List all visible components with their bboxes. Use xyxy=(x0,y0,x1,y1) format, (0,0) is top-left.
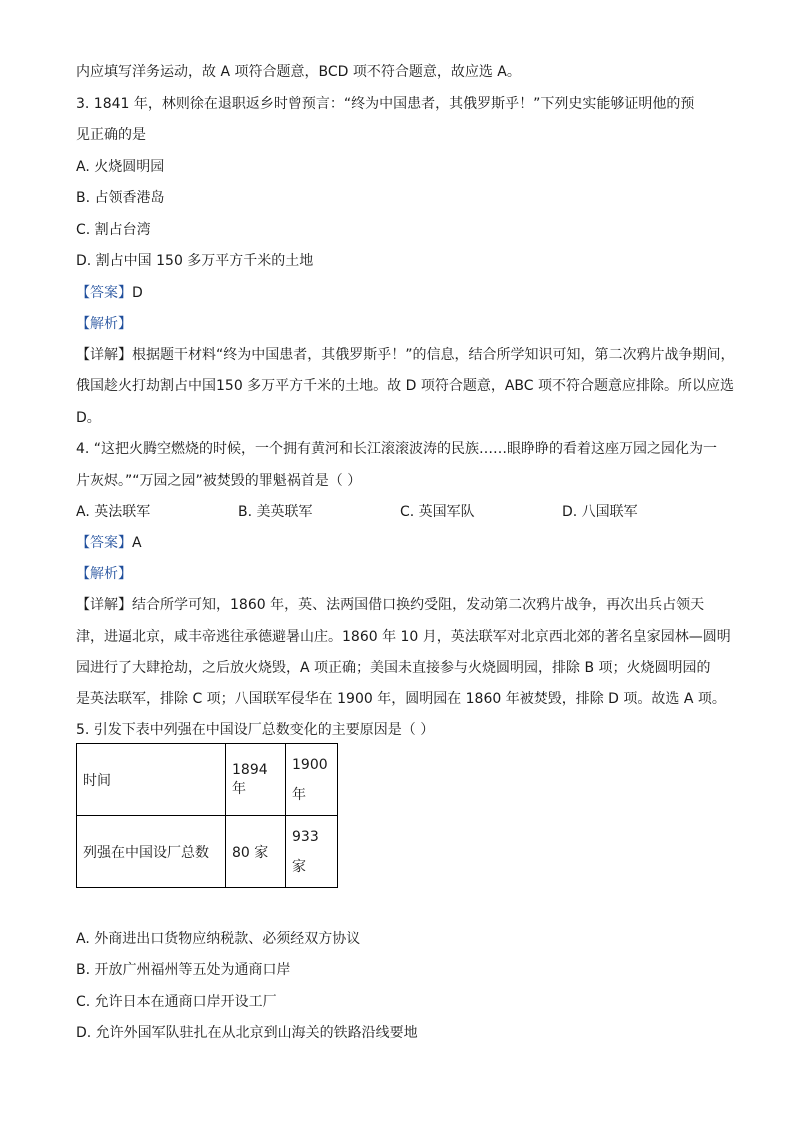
q4-detail-cont: 是英法联军，排除 C 项；八国联军侵华在 1900 年，圆明园在 1860 年被焚毁，排除 D 项。故选 A 项。 xyxy=(76,691,726,707)
table-cell: 时间 xyxy=(77,744,226,816)
table-cell: 列强在中国设厂总数 xyxy=(77,816,226,888)
detail-label: 【详解】 xyxy=(76,597,132,613)
table-row xyxy=(77,816,338,888)
q3-option-b: B. 占领香港岛 xyxy=(76,190,165,206)
q3-detail-cont: D。 xyxy=(76,410,101,426)
analysis-label: 【解析】 xyxy=(76,316,132,332)
q4-option-b: B. 美英联军 xyxy=(238,504,313,520)
table-cell: 1894 年 xyxy=(226,744,286,816)
q3-option-a: A. 火烧圆明园 xyxy=(76,159,165,175)
q3-answer xyxy=(76,284,143,302)
question-5-stem: 5. 引发下表中列强在中国设厂总数变化的主要原因是（ ） xyxy=(76,722,435,738)
q3-analysis-label xyxy=(76,315,132,333)
q3-detail: 【详解】根据题干材料“终为中国患者，其俄罗斯乎！”的信息，结合所学知识可知，第二次鸦片战争期间， xyxy=(76,347,735,363)
answer-value: D xyxy=(132,285,143,301)
q4-option-d: D. 八国联军 xyxy=(562,504,638,520)
q4-detail-cont: 津，进逼北京，咸丰帝逃往承德避暑山庄。1860 年 10 月，英法联军对北京西北郊的著名皇家园林—圆明 xyxy=(76,629,731,645)
question-3-stem: 3. 1841 年，林则徐在退职返乡时曾预言：“终为中国患者，其俄罗斯乎！”下列史实能够证明他的预 xyxy=(76,96,695,112)
table-row xyxy=(77,744,338,816)
q5-option-a: A. 外商进出口货物应纳税款、必须经双方协议 xyxy=(76,931,361,947)
q5-option-c: C. 允许日本在通商口岸开设工厂 xyxy=(76,994,277,1010)
table-cell: 1900 年 xyxy=(286,744,338,816)
table-cell: 933 家 xyxy=(286,816,338,888)
q4-analysis-label xyxy=(76,565,132,583)
q4-detail: 【详解】结合所学可知，1860 年，英、法两国借口换约受阻，发动第二次鸦片战争，再次出兵占领天 xyxy=(76,597,705,613)
q4-answer xyxy=(76,534,142,552)
factory-count-table xyxy=(76,743,338,888)
q5-option-d: D. 允许外国军队驻扎在从北京到山海关的铁路沿线要地 xyxy=(76,1025,418,1041)
q4-option-a: A. 英法联军 xyxy=(76,504,151,520)
q3-option-c: C. 割占台湾 xyxy=(76,222,151,238)
text-line: 内应填写洋务运动，故 A 项符合题意，BCD 项不符合题意，故应选 A。 xyxy=(76,64,521,80)
question-4-stem-cont: 片灰烬。”“万园之园”被焚毁的罪魁祸首是（ ） xyxy=(76,473,362,489)
table-cell: 80 家 xyxy=(226,816,286,888)
answer-value: A xyxy=(132,535,142,551)
question-3-stem-cont: 见正确的是 xyxy=(76,127,146,143)
q3-option-d: D. 割占中国 150 多万平方千米的土地 xyxy=(76,253,314,269)
q4-detail-cont: 园进行了大肆抢劫，之后放火烧毁，A 项正确；美国未直接参与火烧圆明园，排除 B 项；火烧圆明园的 xyxy=(76,660,711,676)
answer-label: 【答案】 xyxy=(76,285,132,301)
q5-option-b: B. 开放广州福州等五处为通商口岸 xyxy=(76,962,291,978)
q4-option-c: C. 英国军队 xyxy=(400,504,475,520)
answer-label: 【答案】 xyxy=(76,535,132,551)
analysis-label: 【解析】 xyxy=(76,566,132,582)
q3-detail-cont: 俄国趁火打劫割占中国150 多万平方千米的土地。故 D 项符合题意，ABC 项不符合题意应排除。所以应选 xyxy=(76,378,735,394)
question-4-stem: 4. “这把火腾空燃烧的时候，一个拥有黄河和长江滚滚波涛的民族……眼睁睁的看着这座万园之园化为一 xyxy=(76,441,718,457)
detail-label: 【详解】 xyxy=(76,347,132,363)
